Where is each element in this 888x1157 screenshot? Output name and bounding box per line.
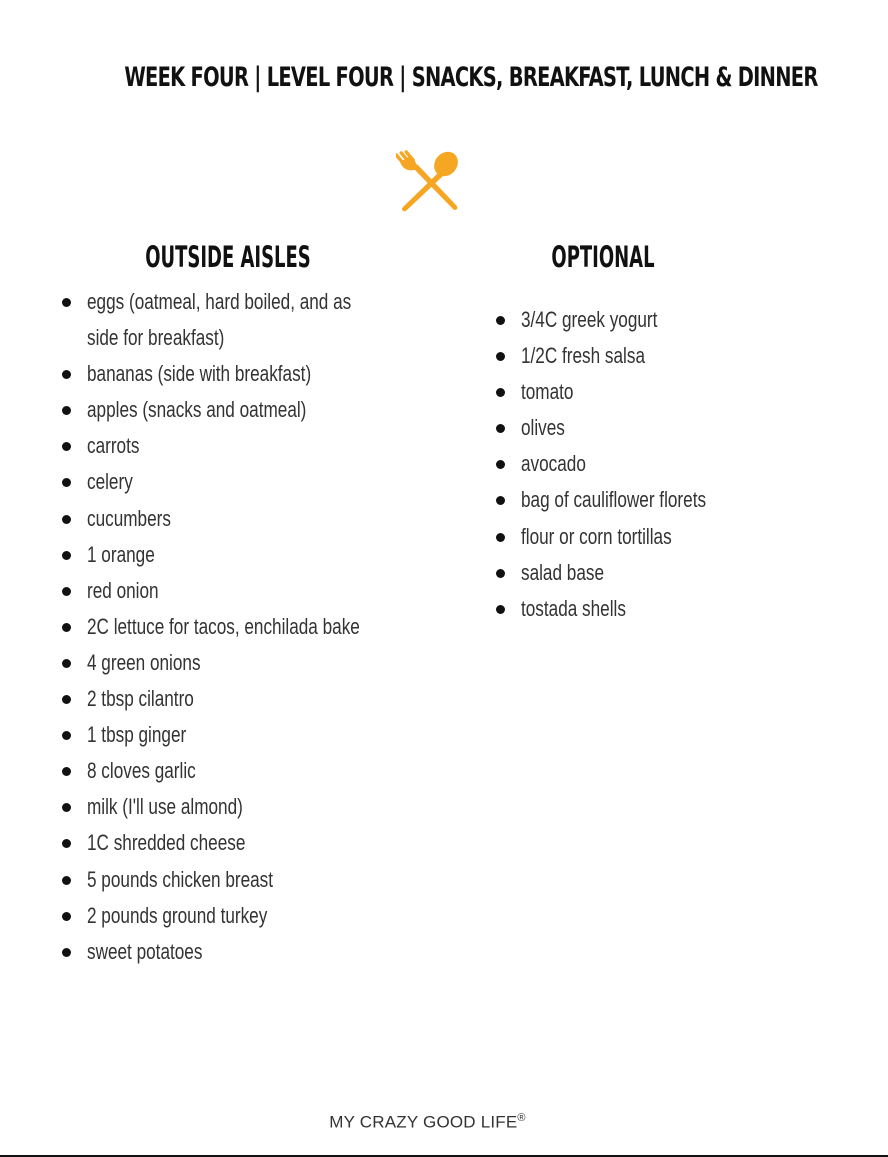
list-item-text: flour or corn tortillas	[521, 523, 672, 549]
list-item-text: 1C shredded cheese	[87, 830, 246, 856]
list-item	[87, 284, 417, 356]
list-item-text: 8 cloves garlic	[87, 758, 196, 784]
list-item	[87, 537, 417, 573]
bullet-icon	[62, 515, 71, 524]
outside-aisles-heading: OUTSIDE AISLES	[145, 240, 311, 274]
bullet-icon	[62, 298, 71, 307]
registered-mark: ®	[517, 1112, 526, 1124]
list-item-text: bag of cauliflower florets	[521, 487, 707, 513]
list-item	[87, 681, 417, 717]
page-title: WEEK FOUR | LEVEL FOUR | SNACKS, BREAKFAST, LUNCH & DINNER	[124, 62, 818, 93]
list-item	[521, 410, 841, 446]
bullet-icon	[496, 316, 505, 325]
list-item-text: celery	[87, 469, 133, 495]
bullet-icon	[496, 496, 505, 505]
list-item	[521, 482, 841, 518]
list-item	[87, 356, 417, 392]
bullet-icon	[496, 352, 505, 361]
list-item	[87, 428, 417, 464]
optional-list	[521, 302, 841, 627]
bullet-icon	[62, 912, 71, 921]
bullet-icon	[496, 569, 505, 578]
list-item-text: olives	[521, 415, 565, 441]
list-item	[87, 573, 417, 609]
list-item-text: 1 tbsp ginger	[87, 722, 187, 748]
list-item-text: 2 pounds ground turkey	[87, 902, 268, 928]
list-item	[87, 898, 417, 934]
bullet-icon	[496, 388, 505, 397]
bullet-icon	[62, 659, 71, 668]
outside-aisles-list	[87, 284, 417, 970]
optional-heading: OPTIONAL	[551, 240, 655, 274]
bullet-icon	[62, 551, 71, 560]
list-item	[87, 645, 417, 681]
list-item-text: avocado	[521, 451, 586, 477]
bullet-icon	[62, 731, 71, 740]
list-item-text: eggs (oatmeal, hard boiled, and as side for breakfast)	[87, 289, 352, 351]
fork-spoon-icon	[396, 150, 462, 212]
list-item-text: bananas (side with breakfast)	[87, 361, 312, 387]
list-item-text: tostada shells	[521, 595, 626, 621]
list-item-text: tomato	[521, 379, 574, 405]
bullet-icon	[496, 605, 505, 614]
bullet-icon	[62, 876, 71, 885]
list-item	[87, 789, 417, 825]
bullet-icon	[62, 695, 71, 704]
bullet-icon	[62, 478, 71, 487]
bullet-icon	[62, 406, 71, 415]
bullet-icon	[496, 460, 505, 469]
list-item	[521, 338, 841, 374]
list-item-text: 4 green onions	[87, 649, 201, 675]
bullet-icon	[496, 424, 505, 433]
list-item	[87, 609, 417, 645]
list-item	[521, 519, 841, 555]
list-item-text: 1 orange	[87, 541, 155, 567]
bullet-icon	[62, 803, 71, 812]
bullet-icon	[62, 370, 71, 379]
list-item	[87, 825, 417, 861]
list-item	[87, 717, 417, 753]
list-item-text: salad base	[521, 559, 605, 585]
list-item-text: 5 pounds chicken breast	[87, 866, 274, 892]
bullet-icon	[62, 839, 71, 848]
list-item	[87, 862, 417, 898]
list-item	[87, 392, 417, 428]
bullet-icon	[62, 623, 71, 632]
list-item	[521, 302, 841, 338]
list-item-text: 3/4C greek yogurt	[521, 307, 658, 332]
bullet-icon	[62, 948, 71, 957]
list-item	[521, 446, 841, 482]
list-item-text: sweet potatoes	[87, 938, 203, 964]
list-item-text: red onion	[87, 577, 159, 603]
list-item-text: milk (I'll use almond)	[87, 794, 243, 820]
list-item-text: 1/2C fresh salsa	[521, 343, 645, 369]
list-item-text: carrots	[87, 433, 140, 459]
list-item-text: 2 tbsp cilantro	[87, 686, 194, 712]
footer-brand-text: MY CRAZY GOOD LIFE	[329, 1112, 518, 1132]
bullet-icon	[496, 533, 505, 542]
list-item-text: apples (snacks and oatmeal)	[87, 397, 307, 423]
bullet-icon	[62, 587, 71, 596]
list-item-text: 2C lettuce for tacos, enchilada bake	[87, 613, 360, 639]
footer-brand	[0, 1112, 855, 1133]
list-item	[87, 501, 417, 537]
list-item	[521, 374, 841, 410]
list-item	[521, 555, 841, 591]
list-item	[87, 753, 417, 789]
list-item	[87, 934, 417, 970]
list-item	[87, 464, 417, 500]
bullet-icon	[62, 442, 71, 451]
list-item	[521, 591, 841, 627]
bullet-icon	[62, 767, 71, 776]
list-item-text: cucumbers	[87, 505, 171, 531]
